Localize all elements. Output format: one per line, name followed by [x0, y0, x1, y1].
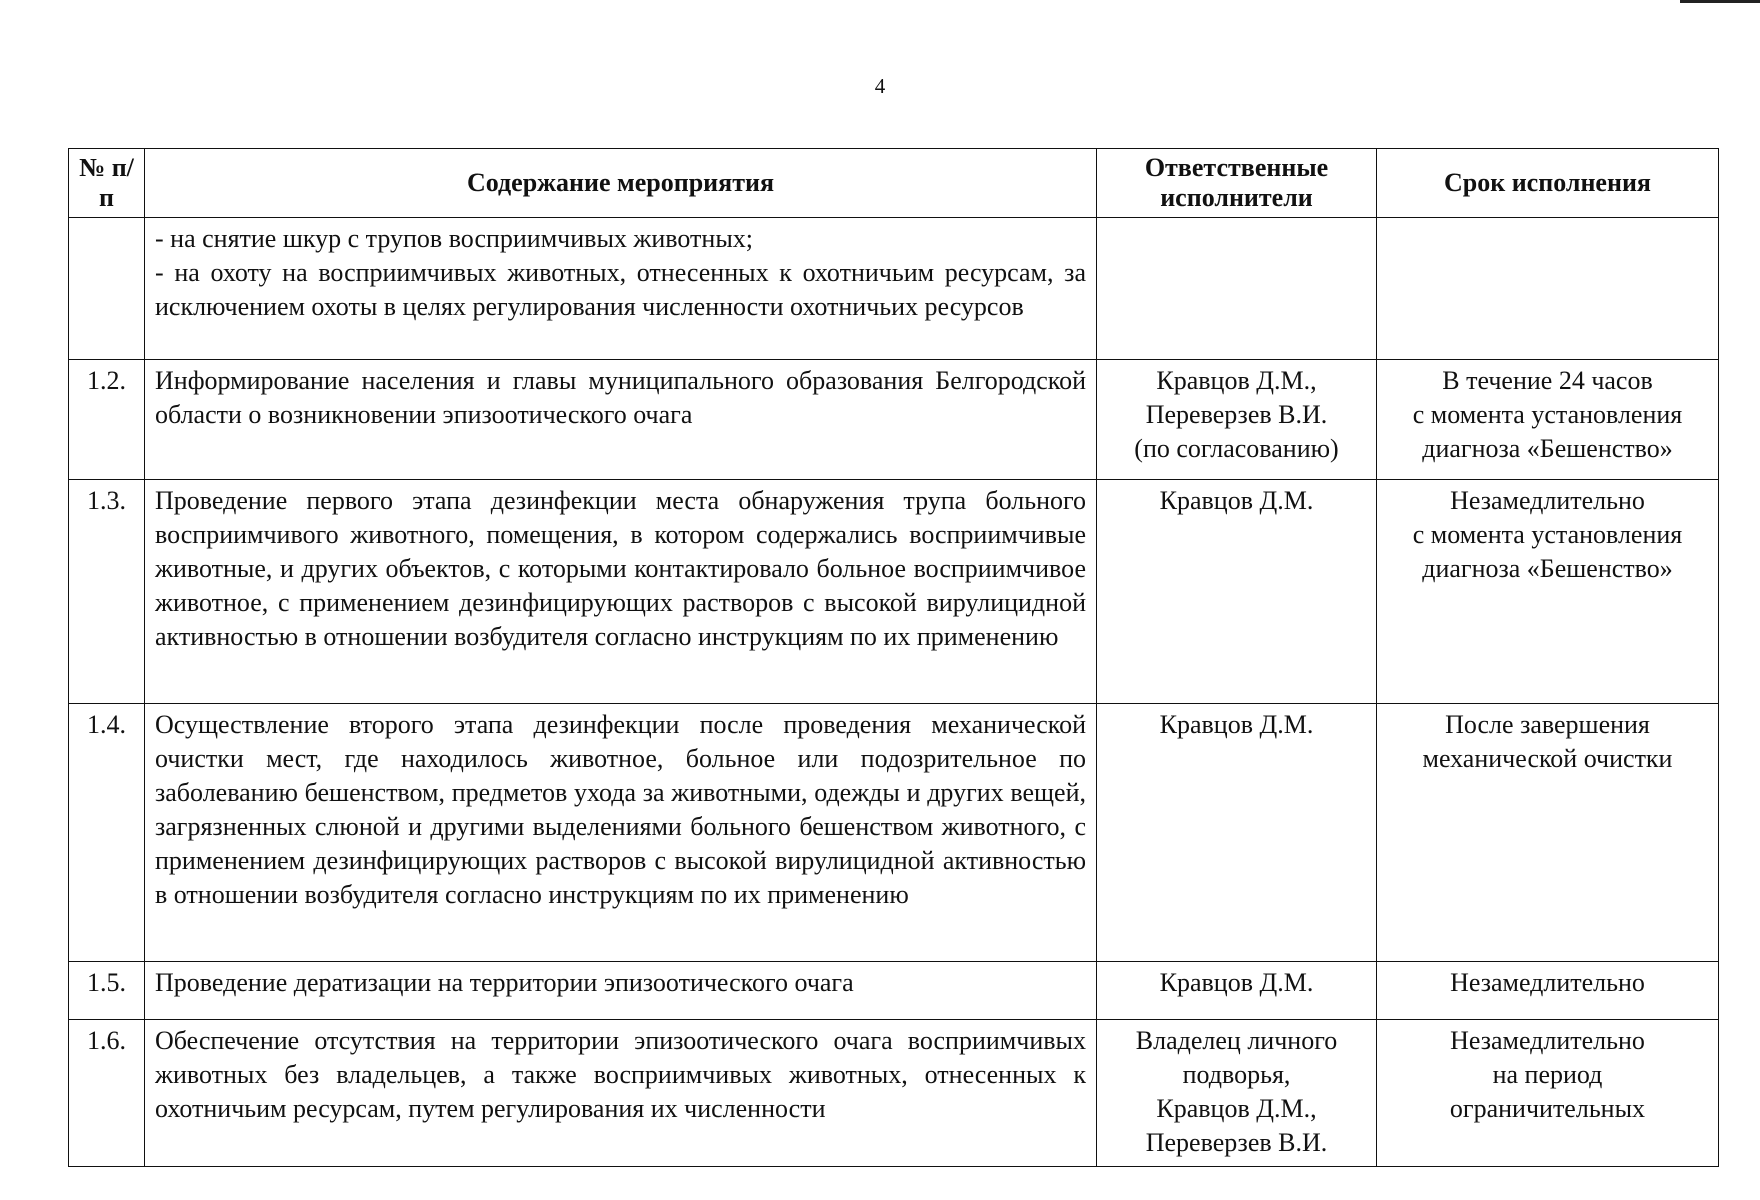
row-num: 1.3. [69, 480, 145, 704]
table-row [69, 962, 1719, 1020]
row-responsible: Кравцов Д.М. [1097, 962, 1377, 1020]
row-num: 1.4. [69, 704, 145, 962]
row-num: 1.6. [69, 1020, 145, 1167]
header-content: Содержание мероприятия [145, 149, 1097, 218]
table-row [69, 360, 1719, 480]
scan-edge-mark [1680, 0, 1760, 3]
row-responsible: Кравцов Д.М. [1097, 480, 1377, 704]
row-responsible: Владелец личного подворья, Кравцов Д.М., Переверзев В.И. [1097, 1020, 1377, 1167]
header-num: № п/п [69, 149, 145, 218]
table-row [69, 480, 1719, 704]
row-responsible: Кравцов Д.М. [1097, 704, 1377, 962]
table-header-row [69, 149, 1719, 218]
row-term [1377, 218, 1719, 360]
header-responsible: Ответственные исполнители [1097, 149, 1377, 218]
table-row [69, 218, 1719, 360]
row-responsible [1097, 218, 1377, 360]
table-row [69, 704, 1719, 962]
row-num: 1.2. [69, 360, 145, 480]
row-content: Осуществление второго этапа дезинфекции после проведения механической очистки мест, где находилось животное, больное или подозрительное по заболеванию бешенством, предметов ухода за животными, одежды и других вещей, загрязненных слюной и другими выделениями больного бешенством животного, с применением дезинфицирующих растворов с высокой вирулицидной активностью в отношении возбудителя согласно инструкциям по их применению [145, 704, 1097, 962]
row-num [69, 218, 145, 360]
row-content: - на снятие шкур с трупов восприимчивых животных; - на охоту на восприимчивых животных, отнесенных к охотничьим ресурсам, за исключением охоты в целях регулирования численности охотничьих ресурсов [145, 218, 1097, 360]
row-content: Информирование населения и главы муниципального образования Белгородской области о возникновении эпизоотического очага [145, 360, 1097, 480]
row-term: Незамедлительно с момента установления диагноза «Бешенство» [1377, 480, 1719, 704]
header-term: Срок исполнения [1377, 149, 1719, 218]
page-number: 4 [874, 74, 886, 98]
row-term: Незамедлительно на период ограничительных [1377, 1020, 1719, 1167]
row-content: Проведение дератизации на территории эпизоотического очага [145, 962, 1097, 1020]
row-num: 1.5. [69, 962, 145, 1020]
row-term: В течение 24 часов с момента установления диагноза «Бешенство» [1377, 360, 1719, 480]
table-row [69, 1020, 1719, 1167]
row-term: После завершения механической очистки [1377, 704, 1719, 962]
row-content: Обеспечение отсутствия на территории эпизоотического очага восприимчивых животных без владельцев, а также восприимчивых животных, отнесенных к охотничьим ресурсам, путем регулирования их численности [145, 1020, 1097, 1167]
row-content: Проведение первого этапа дезинфекции места обнаружения трупа больного восприимчивого животного, помещения, в котором содержались восприимчивые животные, и других объектов, с которыми контактировало больное восприимчивое животное, с применением дезинфицирующих растворов с высокой вирулицидной активностью в отношении возбудителя согласно инструкциям по их применению [145, 480, 1097, 704]
row-term: Незамедлительно [1377, 962, 1719, 1020]
measures-table [68, 148, 1719, 1167]
row-responsible: Кравцов Д.М., Переверзев В.И. (по согласованию) [1097, 360, 1377, 480]
